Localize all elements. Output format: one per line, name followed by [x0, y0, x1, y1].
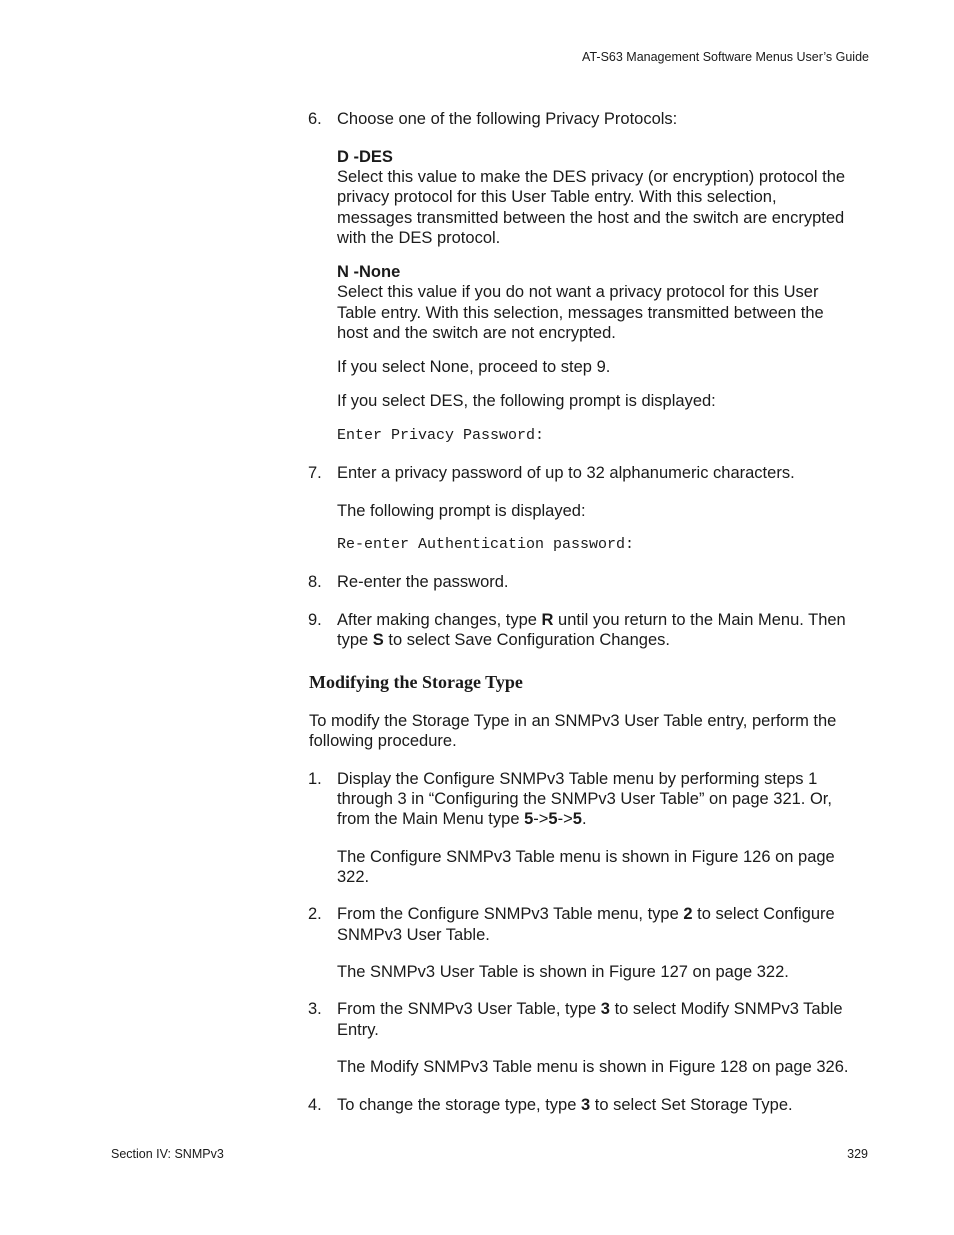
step-text: Enter a privacy password of up to 32 alphanumeric characters.	[337, 464, 795, 482]
paragraph: If you select DES, the following prompt is displayed:	[337, 392, 716, 410]
step-text: type S to select Save Configuration Changes.	[337, 631, 670, 649]
option-title-des: D -DES	[337, 148, 393, 166]
step-text: From the SNMPv3 User Table, type 3 to select Modify SNMPv3 Table	[337, 1000, 843, 1018]
footer-section: Section IV: SNMPv3	[111, 1147, 224, 1161]
step-text: SNMPv3 User Table.	[337, 926, 490, 944]
code-prompt: Re-enter Authentication password:	[337, 536, 635, 553]
paragraph: The SNMPv3 User Table is shown in Figure 127 on page 322.	[337, 963, 789, 981]
step-text: through 3 in “Configuring the SNMPv3 User Table” on page 321. Or,	[337, 790, 832, 808]
code-prompt: Enter Privacy Password:	[337, 427, 545, 444]
option-desc-line: Table entry. With this selection, messages transmitted between the	[337, 304, 824, 322]
step-text: To change the storage type, type 3 to select Set Storage Type.	[337, 1096, 793, 1114]
option-desc-line: with the DES protocol.	[337, 229, 501, 247]
step-number: 6.	[308, 110, 322, 128]
step-number: 7.	[308, 464, 322, 482]
option-desc-line: messages transmitted between the host and the switch are encrypted	[337, 209, 845, 227]
step-number: 9.	[308, 611, 322, 629]
intro-paragraph: following procedure.	[309, 732, 457, 750]
option-title-none: N -None	[337, 263, 401, 281]
running-header: AT-S63 Management Software Menus User’s Guide	[582, 50, 869, 64]
step-number: 4.	[308, 1096, 322, 1114]
paragraph: The following prompt is displayed:	[337, 502, 586, 520]
step-text: Display the Configure SNMPv3 Table menu by performing steps 1	[337, 770, 818, 788]
step-number: 3.	[308, 1000, 322, 1018]
step-text: After making changes, type R until you return to the Main Menu. Then	[337, 611, 846, 629]
paragraph: 322.	[337, 868, 370, 886]
step-text: Re-enter the password.	[337, 573, 509, 591]
step-text: From the Configure SNMPv3 Table menu, type 2 to select Configure	[337, 905, 835, 923]
step-number: 8.	[308, 573, 322, 591]
option-desc-line: Select this value to make the DES privacy (or encryption) protocol the	[337, 168, 846, 186]
intro-paragraph: To modify the Storage Type in an SNMPv3 User Table entry, perform the	[309, 712, 837, 730]
paragraph: The Configure SNMPv3 Table menu is shown in Figure 126 on page	[337, 848, 835, 866]
option-desc-line: host and the switch are not encrypted.	[337, 324, 616, 342]
option-desc-line: Select this value if you do not want a privacy protocol for this User	[337, 283, 819, 301]
step-text: Choose one of the following Privacy Protocols:	[337, 110, 678, 128]
step-number: 1.	[308, 770, 322, 788]
paragraph: The Modify SNMPv3 Table menu is shown in Figure 128 on page 326.	[337, 1058, 849, 1076]
option-desc-line: privacy protocol for this User Table entry. With this selection,	[337, 188, 777, 206]
page-number: 329	[847, 1147, 868, 1161]
section-heading: Modifying the Storage Type	[309, 672, 523, 692]
step-number: 2.	[308, 905, 322, 923]
step-text: Entry.	[337, 1021, 379, 1039]
paragraph: If you select None, proceed to step 9.	[337, 358, 611, 376]
step-text: from the Main Menu type 5->5->5.	[337, 810, 587, 828]
